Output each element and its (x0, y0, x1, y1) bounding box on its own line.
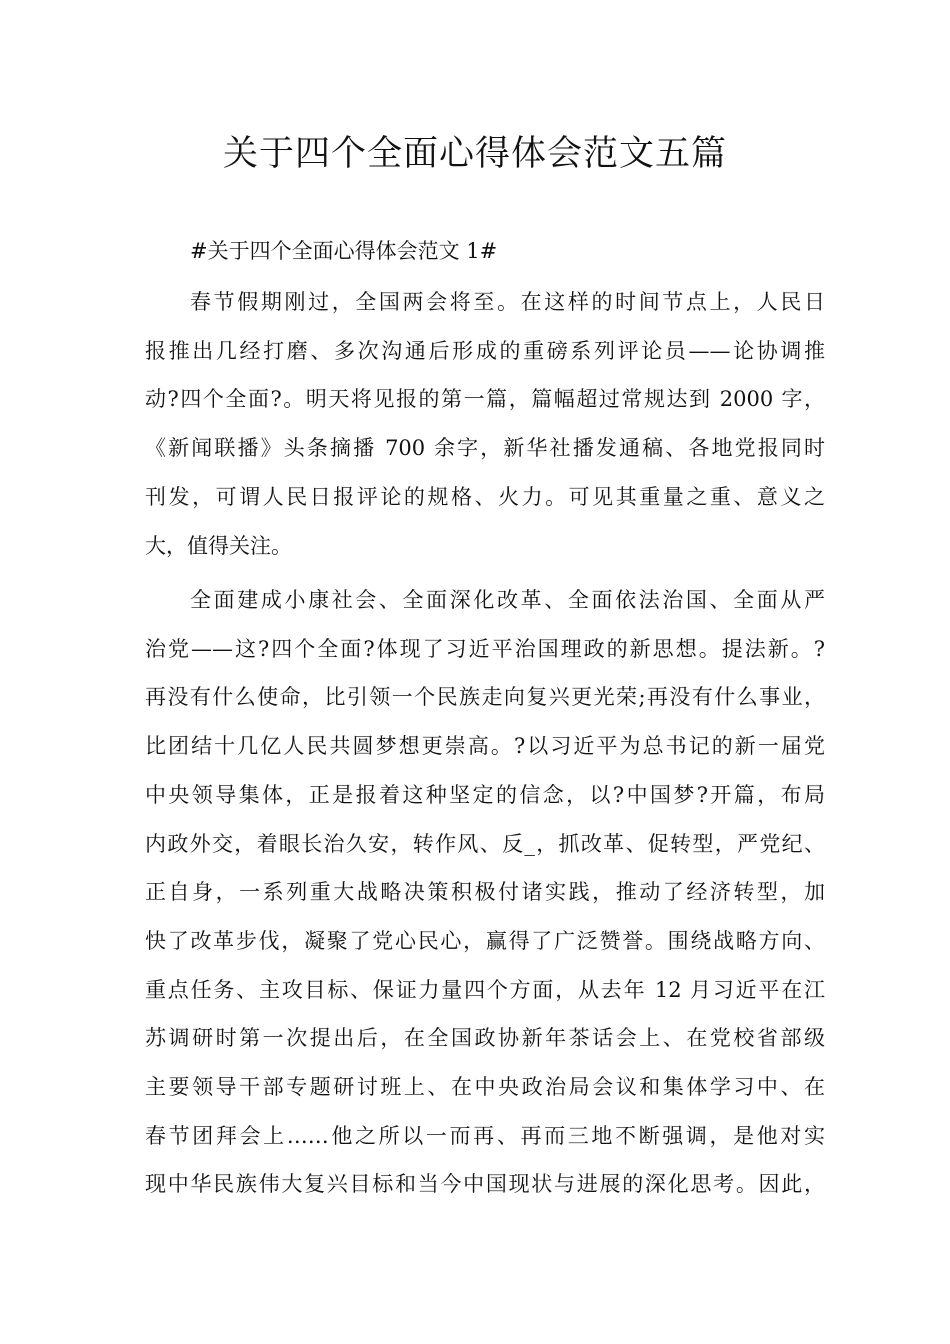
paragraph-line: 正自身，一系列重大战略决策积极付诸实践，推动了经济转型，加 (145, 880, 825, 905)
paragraph-2 (145, 576, 825, 1209)
section-heading: #关于四个全面心得体会范文 1# (190, 239, 498, 263)
paragraph-line: 刊发，可谓人民日报评论的规格、火力。可见其重量之重、意义之 (145, 484, 825, 509)
paragraph-line: 《新闻联播》头条摘播 700 余字，新华社播发通稿、各地党报同时 (145, 436, 825, 461)
paragraph-line: 全面建成小康社会、全面深化改革、全面依法治国、全面从严 (190, 588, 825, 612)
paragraph-1 (145, 278, 825, 570)
paragraph-line: 主要领导干部专题研讨班上、在中央政治局会议和集体学习中、在 (145, 1075, 825, 1100)
paragraph-line: 比团结十几亿人民共圆梦想更崇高。?以习近平为总书记的新一届党 (145, 734, 825, 759)
paragraph-line: 春节假期刚过，全国两会将至。在这样的时间节点上，人民日 (190, 290, 825, 314)
document-title: 关于四个全面心得体会范文五篇 (222, 134, 727, 174)
paragraph-line: 中央领导集体，正是报着这种坚定的信念，以?中国梦?开篇，布局 (145, 782, 825, 807)
paragraph-line: 春节团拜会上……他之所以一而再、再而三地不断强调，是他对实 (145, 1123, 825, 1148)
paragraph-line: 大，值得关注。 (145, 533, 292, 558)
paragraph-line: 现中华民族伟大复兴目标和当今中国现状与进展的深化思考。因此， (145, 1172, 825, 1197)
paragraph-line: 治党——这?四个全面?体现了习近平治国理政的新思想。提法新。? (145, 636, 825, 661)
paragraph-line: 动?四个全面?。明天将见报的第一篇，篇幅超过常规达到 2000 字， (145, 387, 825, 412)
paragraph-line: 苏调研时第一次提出后，在全国政协新年茶话会上、在党校省部级 (145, 1026, 825, 1051)
paragraph-line: 内政外交，着眼长治久安，转作风、反_，抓改革、促转型，严党纪、 (145, 831, 825, 856)
paragraph-line: 重点任务、主攻目标、保证力量四个方面，从去年 12 月习近平在江 (145, 977, 825, 1002)
paragraph-line: 报推出几经打磨、多次沟通后形成的重磅系列评论员——论协调推 (145, 338, 825, 363)
paragraph-line: 再没有什么使命，比引领一个民族走向复兴更光荣;再没有什么事业， (145, 685, 825, 710)
paragraph-line: 快了改革步伐，凝聚了党心民心，赢得了广泛赞誉。围绕战略方向、 (145, 928, 825, 953)
